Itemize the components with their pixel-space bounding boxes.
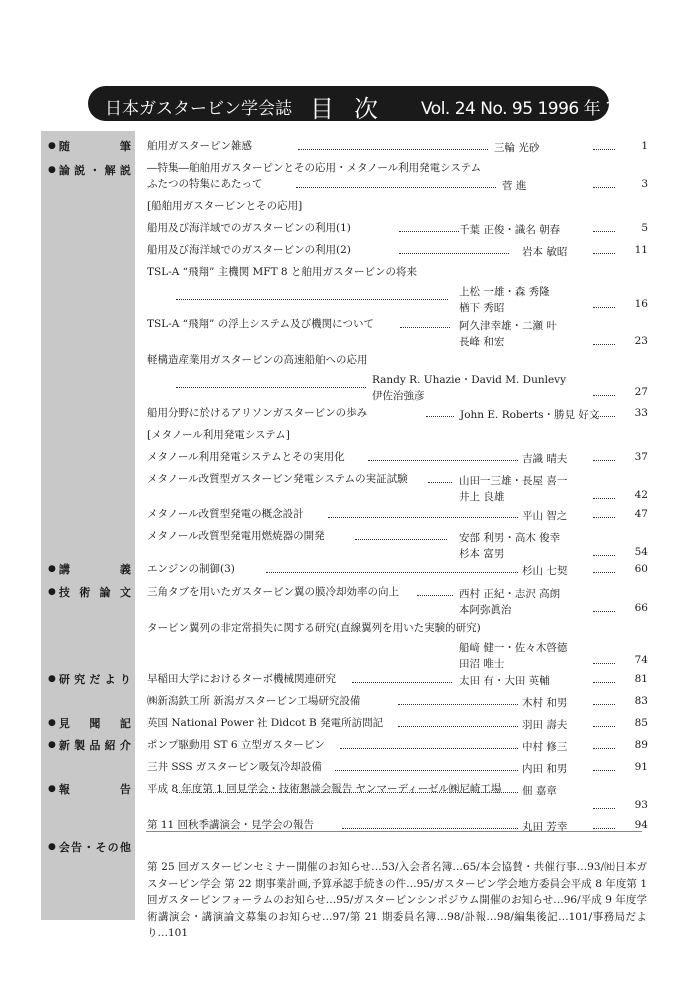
- bullet-icon: ●: [48, 165, 56, 175]
- author-names: John E. Roberts・勝見 好文: [460, 409, 600, 421]
- page-leader-dots: [593, 572, 615, 573]
- leader-dots: [335, 770, 518, 771]
- article-title: 舶用ガスターピン雑感: [147, 140, 252, 152]
- leader-dots: [399, 253, 509, 254]
- author-names: 田沼 唯士: [459, 658, 505, 670]
- author-names: 船﨑 健一・佐々木啓德: [459, 642, 568, 654]
- leader-dots: [342, 828, 518, 829]
- page-leader-dots: [593, 808, 615, 809]
- section-label-text: 随筆: [58, 140, 131, 153]
- article-title: [船舶用ガスタービンとその応用]: [147, 200, 303, 212]
- article-title: [メタノール利用発電システム]: [147, 429, 290, 441]
- page-leader-dots: [593, 748, 615, 749]
- author-names: 西村 正紀・志沢 高朗: [459, 588, 561, 600]
- author-names: 伊佐治強彦: [372, 390, 425, 402]
- page-number: 81: [634, 673, 648, 685]
- bullet-icon: ●: [48, 784, 56, 794]
- leader-dots: [426, 416, 454, 417]
- journal-name: 日本ガスタービン学会誌: [105, 99, 292, 119]
- page-leader-dots: [593, 663, 615, 664]
- author-names: 木村 和男: [522, 697, 568, 709]
- page-number: 83: [634, 695, 648, 707]
- page-number: 33: [634, 407, 648, 419]
- page-number: 3: [641, 178, 648, 190]
- leader-dots: [398, 704, 518, 705]
- leader-dots: [176, 792, 518, 793]
- page-leader-dots: [593, 704, 615, 705]
- author-names: 吉識 晴夫: [522, 453, 568, 465]
- author-names: 三輪 光砂: [494, 142, 540, 154]
- page-leader-dots: [593, 416, 615, 417]
- article-title: タービン翼列の非定常損失に関する研究(直線翼列を用いた実験的研究): [147, 622, 481, 634]
- article-title: 船用及び海洋域でのガスタービンの利用(2): [147, 244, 351, 256]
- volume-info: Vol. 24 No. 95 1996 年 12 月: [421, 99, 648, 119]
- author-names: 楢下 秀昭: [459, 302, 505, 314]
- author-names: 杉山 七契: [522, 565, 568, 577]
- page-leader-dots: [593, 460, 615, 461]
- page-number: 11: [634, 244, 648, 256]
- leader-dots: [400, 327, 450, 328]
- page-number: 47: [634, 508, 648, 520]
- article-title: ポンプ駆動用 ST 6 立型ガスタービン: [147, 739, 325, 751]
- section-label: [48, 671, 131, 687]
- page-number: 94: [634, 819, 648, 831]
- bullet-icon: ●: [48, 740, 56, 750]
- author-names: 千葉 正俊・識名 朝春: [459, 224, 561, 236]
- section-label-text: 研究だより: [58, 673, 131, 686]
- article-title: メタノール改質型発電の概念設計: [147, 508, 304, 520]
- author-names: 平山 智之: [522, 510, 568, 522]
- page-leader-dots: [593, 395, 615, 396]
- page-number: 85: [634, 717, 648, 729]
- page-number: 23: [634, 335, 648, 347]
- section-label: [48, 584, 131, 600]
- article-title: 平成 8 年度第 1 回見学会・技術懇談会報告 ヤンマーディーゼル㈱尼崎工場: [147, 783, 502, 795]
- page-leader-dots: [593, 828, 615, 829]
- leader-dots: [428, 482, 452, 483]
- author-names: 井上 良雄: [459, 491, 505, 503]
- article-title: TSL-A “飛翔” の浮上システム及び機関について: [147, 318, 374, 330]
- page-number: 89: [634, 739, 648, 751]
- section-label-text: 見聞記: [58, 717, 131, 730]
- article-title: 軽構造産業用ガスタービンの高速船舶への応用: [147, 354, 368, 366]
- leader-dots: [340, 748, 518, 749]
- page-number: 5: [641, 222, 648, 234]
- author-names: 丸田 芳幸: [522, 821, 568, 833]
- page-number: 1: [641, 140, 648, 152]
- author-names: 山田一三雄・長屋 喜一: [459, 475, 568, 487]
- author-names: 内田 和男: [522, 763, 568, 775]
- section-label: [48, 839, 131, 855]
- section-label-text: 会告・その他: [58, 841, 131, 854]
- header-banner: [88, 86, 648, 123]
- section-label-text: 報告: [58, 783, 131, 796]
- article-title: 船用分野に於けるアリソンガスタービンの歩み: [147, 407, 368, 419]
- bullet-icon: ●: [48, 141, 56, 151]
- author-names: 菅 進: [502, 180, 527, 192]
- article-title: ふたつの特集にあたって: [147, 178, 263, 190]
- article-title: 三井 SSS ガスタービン吸気冷却設備: [147, 761, 322, 773]
- article-title: ㈱新潟鉄工所 新潟ガスタービン工場研究設備: [147, 695, 361, 707]
- leader-dots: [296, 187, 496, 188]
- section-label-text: 新製品紹介: [58, 739, 131, 752]
- page-leader-dots: [593, 682, 615, 683]
- author-names: 羽田 壽夫: [522, 719, 568, 731]
- article-title: ―特集―舶舶用ガスターピンとその応用・メタノール利用発電システム: [147, 162, 482, 174]
- author-names: 佃 嘉章: [522, 785, 557, 797]
- section-label: [48, 162, 131, 178]
- page-title: 目次: [310, 95, 398, 123]
- section-label: [48, 561, 131, 577]
- article-title: 第 11 回秋季講演会・見学会の報告: [147, 819, 315, 831]
- author-names: 中村 修三: [522, 741, 568, 753]
- bullet-icon: ●: [48, 718, 56, 728]
- page-number: 16: [634, 298, 648, 310]
- leader-dots: [355, 539, 447, 540]
- section-label: [48, 737, 131, 753]
- page-leader-dots: [593, 231, 615, 232]
- article-title: メタノール利用発電システムとその実用化: [147, 451, 345, 463]
- author-names: 太田 有・大田 英輔: [459, 675, 550, 687]
- section-label-text: 技術論文: [58, 586, 131, 599]
- page-number: 54: [634, 546, 648, 558]
- author-names: 長峰 和宏: [459, 336, 505, 348]
- article-title: 早稲田大学におけるターボ機械関連研究: [147, 673, 336, 685]
- article-title: 船用及び海洋域でのガスタービンの利用(1): [147, 222, 351, 234]
- author-names: 上松 一雄・森 秀隆: [459, 286, 550, 298]
- article-title: TSL-A “飛翔” 主機関 MFT 8 と舶用ガスタービンの将来: [147, 266, 417, 278]
- bullet-icon: ●: [48, 564, 56, 574]
- page-number: 93: [634, 799, 648, 811]
- misc-divider: [146, 831, 642, 832]
- leader-dots: [328, 517, 518, 518]
- page-leader-dots: [593, 555, 615, 556]
- leader-dots: [398, 726, 518, 727]
- page-number: 66: [634, 602, 648, 614]
- author-names: 杉本 富男: [459, 548, 505, 560]
- bullet-icon: ●: [48, 842, 56, 852]
- article-title: エンジンの制御(3): [147, 563, 235, 575]
- section-label-text: 講義: [58, 563, 131, 576]
- leader-dots: [368, 460, 518, 461]
- bullet-icon: ●: [48, 587, 56, 597]
- leader-dots: [399, 231, 459, 232]
- leader-dots: [417, 595, 453, 596]
- section-label: [48, 781, 131, 797]
- page-number: 60: [634, 563, 648, 575]
- author-names: 岩本 敏昭: [522, 246, 568, 258]
- leader-dots: [176, 299, 448, 300]
- page-leader-dots: [593, 611, 615, 612]
- page-number: 91: [634, 761, 648, 773]
- page-leader-dots: [593, 498, 615, 499]
- page-number: 37: [634, 451, 648, 463]
- leader-dots: [266, 572, 518, 573]
- author-names: Randy R. Uhazie・David M. Dunlevy: [372, 374, 567, 386]
- article-title: 英国 National Power 社 Didcot B 発電所訪問記: [147, 717, 384, 729]
- misc-announcements: 第 25 回ガスタービンセミナー開催のお知らせ…53/入会者名簿…65/本会協賛・共催行事…93/㈳日本ガスタービン学会 第 22 期事業計画,予算承認手続きの件…95/ガスタービン学会地方委員会平成 8 年度第 1 回ガスタービンフォーラムのお知らせ…95/ガスタービンシンポジウム開催のお知らせ…96/平成 9 年度学術講演会・講演論文募集のお知らせ…97/第 21 期委員名簿…98/訃報…98/編集後記…101/事務局だより…101: [147, 861, 647, 939]
- page-leader-dots: [593, 187, 615, 188]
- page-number: 74: [634, 654, 648, 666]
- section-label: [48, 715, 131, 731]
- article-title: 三角タブを用いたガスタービン翼の膜冷却効率の向上: [147, 586, 399, 598]
- article-title: メタノール改質型ガスタービン発電システムの実証試験: [147, 473, 408, 485]
- section-label-text: 論説・解説: [58, 164, 131, 177]
- page-leader-dots: [593, 517, 615, 518]
- leader-dots: [352, 682, 452, 683]
- leader-dots: [298, 149, 488, 150]
- author-names: 本阿弥眞治: [459, 604, 512, 616]
- bullet-icon: ●: [48, 674, 56, 684]
- article-title: メタノール改質型発電用燃焼器の開発: [147, 530, 325, 542]
- page-leader-dots: [593, 726, 615, 727]
- page-leader-dots: [593, 344, 615, 345]
- page-leader-dots: [593, 149, 615, 150]
- page-leader-dots: [593, 770, 615, 771]
- page-number: 42: [634, 489, 648, 501]
- author-names: 安部 利男・高木 俊幸: [459, 532, 561, 544]
- section-sidebar: [41, 131, 135, 920]
- page-leader-dots: [593, 307, 615, 308]
- section-label: [48, 138, 131, 154]
- page-number: 27: [634, 386, 648, 398]
- leader-dots: [176, 387, 366, 388]
- page-leader-dots: [593, 253, 615, 254]
- author-names: 阿久津幸雄・二瀬 叶: [459, 320, 557, 332]
